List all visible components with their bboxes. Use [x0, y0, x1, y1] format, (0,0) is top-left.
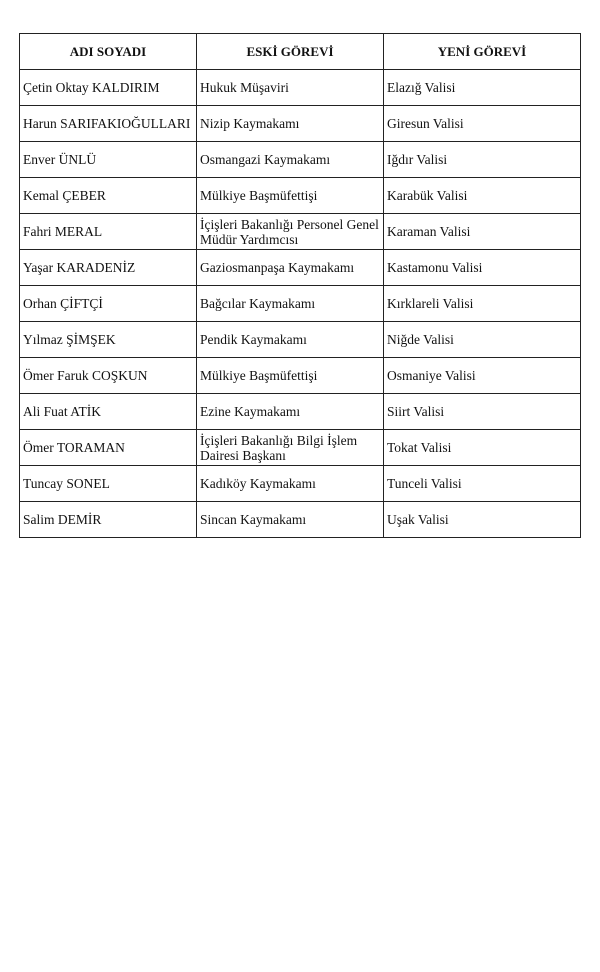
cell-new-position: Siirt Valisi — [384, 394, 581, 430]
cell-former-position: Gaziosmanpaşa Kaymakamı — [197, 250, 384, 286]
table-header-row — [20, 34, 581, 70]
cell-name: Harun SARIFAKIOĞULLARI — [20, 106, 197, 142]
cell-former-position: İçişleri Bakanlığı Personel Genel Müdür Yardımcısı — [197, 214, 384, 250]
cell-name: Kemal ÇEBER — [20, 178, 197, 214]
header-former-position: ESKİ GÖREVİ — [197, 34, 384, 70]
cell-former-position: Osmangazi Kaymakamı — [197, 142, 384, 178]
cell-new-position: Iğdır Valisi — [384, 142, 581, 178]
cell-new-position: Karabük Valisi — [384, 178, 581, 214]
table-row — [20, 394, 581, 430]
cell-former-position: Ezine Kaymakamı — [197, 394, 384, 430]
table-row — [20, 358, 581, 394]
cell-new-position: Karaman Valisi — [384, 214, 581, 250]
cell-former-position: Pendik Kaymakamı — [197, 322, 384, 358]
cell-new-position: Uşak Valisi — [384, 502, 581, 538]
cell-former-position: Mülkiye Başmüfettişi — [197, 178, 384, 214]
cell-new-position: Tokat Valisi — [384, 430, 581, 466]
cell-name: Yaşar KARADENİZ — [20, 250, 197, 286]
table-row — [20, 178, 581, 214]
table-row — [20, 70, 581, 106]
cell-name: Çetin Oktay KALDIRIM — [20, 70, 197, 106]
cell-name: Ali Fuat ATİK — [20, 394, 197, 430]
cell-new-position: Niğde Valisi — [384, 322, 581, 358]
cell-former-position: Bağcılar Kaymakamı — [197, 286, 384, 322]
cell-name: Ömer Faruk COŞKUN — [20, 358, 197, 394]
cell-former-position: Sincan Kaymakamı — [197, 502, 384, 538]
cell-new-position: Osmaniye Valisi — [384, 358, 581, 394]
cell-former-position: Mülkiye Başmüfettişi — [197, 358, 384, 394]
cell-former-position: Kadıköy Kaymakamı — [197, 466, 384, 502]
cell-new-position: Giresun Valisi — [384, 106, 581, 142]
table-row — [20, 466, 581, 502]
cell-former-position: İçişleri Bakanlığı Bilgi İşlem Dairesi Başkanı — [197, 430, 384, 466]
table-row — [20, 286, 581, 322]
table-row — [20, 214, 581, 250]
cell-name: Fahri MERAL — [20, 214, 197, 250]
cell-name: Enver ÜNLÜ — [20, 142, 197, 178]
cell-former-position: Nizip Kaymakamı — [197, 106, 384, 142]
header-new-position: YENİ GÖREVİ — [384, 34, 581, 70]
cell-new-position: Tunceli Valisi — [384, 466, 581, 502]
cell-new-position: Kırklareli Valisi — [384, 286, 581, 322]
cell-name: Tuncay SONEL — [20, 466, 197, 502]
table-row — [20, 430, 581, 466]
cell-name: Salim DEMİR — [20, 502, 197, 538]
cell-new-position: Elazığ Valisi — [384, 70, 581, 106]
cell-name: Yılmaz ŞİMŞEK — [20, 322, 197, 358]
table-row — [20, 142, 581, 178]
cell-name: Orhan ÇİFTÇİ — [20, 286, 197, 322]
table-row — [20, 502, 581, 538]
cell-former-position: Hukuk Müşaviri — [197, 70, 384, 106]
cell-new-position: Kastamonu Valisi — [384, 250, 581, 286]
appointments-table — [19, 33, 581, 538]
table-row — [20, 250, 581, 286]
table-row — [20, 106, 581, 142]
cell-name: Ömer TORAMAN — [20, 430, 197, 466]
header-name: ADI SOYADI — [20, 34, 197, 70]
table-row — [20, 322, 581, 358]
